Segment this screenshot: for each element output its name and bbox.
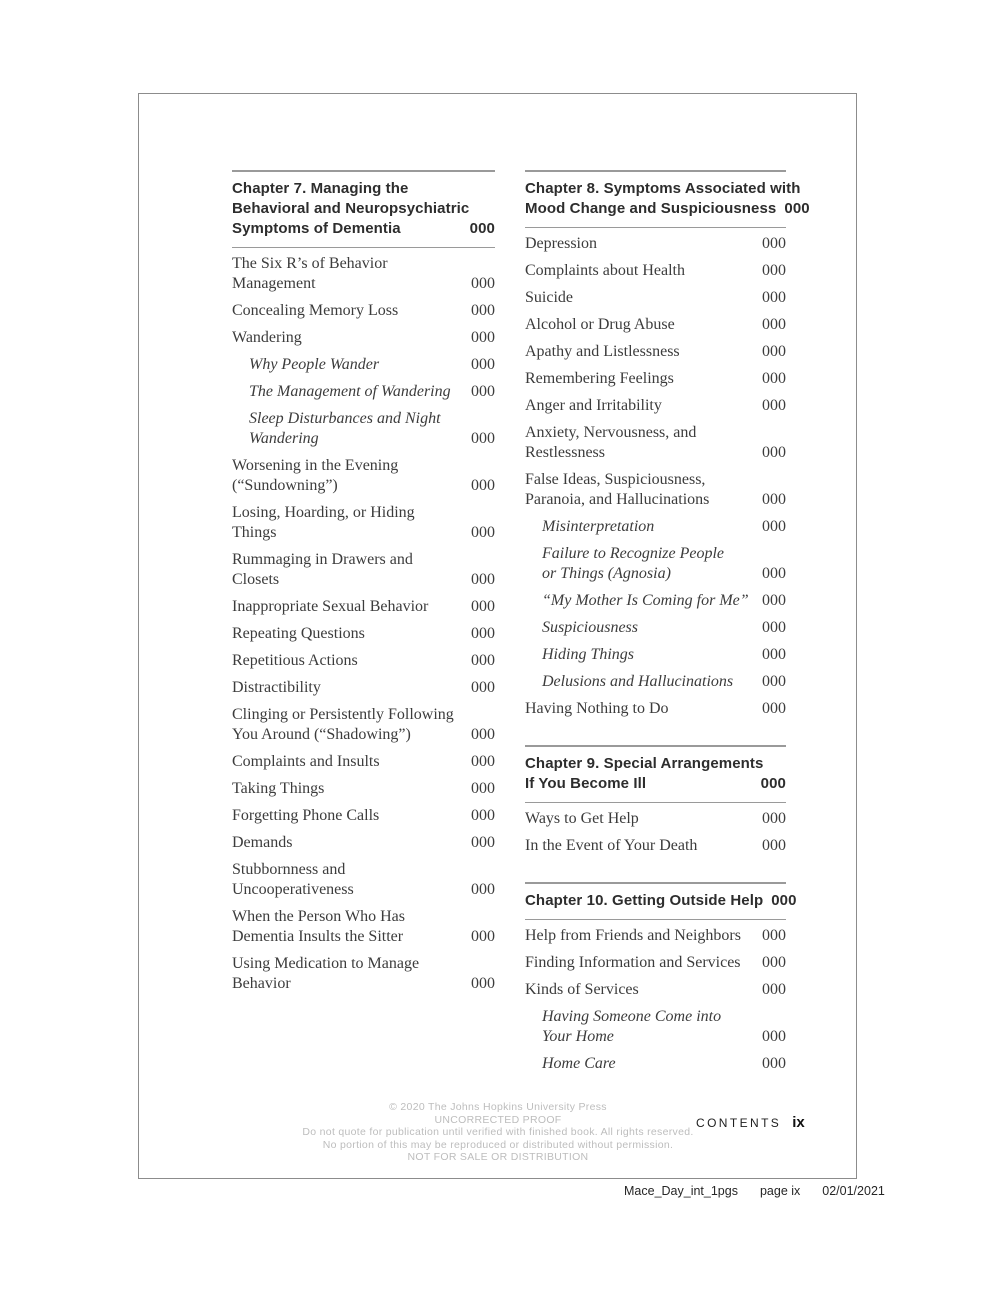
toc-entry xyxy=(525,470,786,510)
chapter-heading-line xyxy=(525,754,786,774)
toc-entry-line xyxy=(232,597,495,617)
toc-entry-title: Depression xyxy=(525,235,597,252)
toc-entry-line xyxy=(232,274,495,294)
toc-entry xyxy=(525,953,786,973)
toc-entry-title: Remembering Feelings xyxy=(525,370,674,387)
chapter-title: Chapter 8. Symptoms Associated with xyxy=(525,179,801,197)
toc-entry-line xyxy=(232,503,495,523)
toc-entry-title: Your Home xyxy=(542,1028,614,1045)
entry-page-number: 000 xyxy=(762,592,786,609)
toc-entry-line xyxy=(232,651,495,671)
entry-page-number: 000 xyxy=(471,430,495,447)
toc-entry xyxy=(525,315,786,335)
toc-entry-line xyxy=(249,409,495,429)
entry-page-number: 000 xyxy=(762,565,786,582)
toc-entry-title: Having Nothing to Do xyxy=(525,700,669,717)
toc-entry-line xyxy=(232,476,495,496)
toc-entry-line xyxy=(542,564,786,584)
toc-entry-line xyxy=(525,809,786,829)
toc-entry-title: Sleep Disturbances and Night xyxy=(249,410,441,427)
chapter-page-number: 000 xyxy=(469,219,495,237)
proof-date: 02/01/2021 xyxy=(822,1184,885,1198)
toc-entry-title: Apathy and Listlessness xyxy=(525,343,680,360)
entry-page-number: 000 xyxy=(471,753,495,770)
chapter-heading-line xyxy=(232,219,495,239)
chapter-title: Symptoms of Dementia xyxy=(232,219,401,237)
toc-entry-title: Kinds of Services xyxy=(525,981,639,998)
entry-page-number: 000 xyxy=(762,235,786,252)
toc-entry-title: Paranoia, and Hallucinations xyxy=(525,491,710,508)
toc-entry-title: Distractibility xyxy=(232,679,321,696)
entry-page-number: 000 xyxy=(762,397,786,414)
toc-entry-line xyxy=(232,954,495,974)
proof-filename: Mace_Day_int_1pgs xyxy=(624,1184,738,1198)
entry-page-number: 000 xyxy=(762,927,786,944)
folio-page-number: ix xyxy=(792,1114,805,1131)
toc-entry xyxy=(232,833,495,853)
toc-subentry xyxy=(525,591,786,611)
toc-entry xyxy=(232,328,495,348)
toc-subentry xyxy=(525,672,786,692)
toc-entry-title: Why People Wander xyxy=(249,356,380,373)
entry-page-number: 000 xyxy=(471,571,495,588)
entry-page-number: 000 xyxy=(762,981,786,998)
toc-entry xyxy=(232,301,495,321)
toc-entry-line xyxy=(525,315,786,335)
chapter-page-number: 000 xyxy=(760,774,786,792)
chapter-title: Chapter 7. Managing the xyxy=(232,179,409,197)
entry-page-number: 000 xyxy=(762,370,786,387)
toc-subentry xyxy=(232,355,495,375)
toc-column-left xyxy=(232,170,495,1001)
entry-page-number: 000 xyxy=(471,726,495,743)
toc-entry-title: Home Care xyxy=(542,1055,616,1072)
toc-entry-line xyxy=(525,836,786,856)
watermark-line: Do not quote for publication until verified with finished book. All rights reserved. xyxy=(302,1126,694,1138)
entry-page-number: 000 xyxy=(471,477,495,494)
toc-entry-title: In the Event of Your Death xyxy=(525,837,698,854)
toc-entry-title: When the Person Who Has xyxy=(232,908,405,925)
toc-entry-title: Having Someone Come into xyxy=(542,1008,722,1025)
entry-page-number: 000 xyxy=(471,652,495,669)
toc-entry-line xyxy=(542,645,786,665)
toc-entry-line xyxy=(525,470,786,490)
toc-entry xyxy=(525,423,786,463)
toc-entry-title: Wandering xyxy=(232,329,302,346)
chapter-title: Chapter 9. Special Arrangements xyxy=(525,754,764,772)
toc-entry-line xyxy=(525,699,786,719)
toc-entry-title: Help from Friends and Neighbors xyxy=(525,927,741,944)
entry-page-number: 000 xyxy=(471,524,495,541)
toc-section xyxy=(232,170,495,994)
toc-entry-line xyxy=(232,254,495,274)
toc-entry-line xyxy=(232,624,495,644)
entry-page-number: 000 xyxy=(471,928,495,945)
entry-page-number: 000 xyxy=(762,1028,786,1045)
toc-entry-title: “My Mother Is Coming for Me” xyxy=(542,592,749,609)
toc-entry xyxy=(525,342,786,362)
toc-entry-title: Alcohol or Drug Abuse xyxy=(525,316,675,333)
toc-entry-line xyxy=(542,517,786,537)
entry-page-number: 000 xyxy=(471,881,495,898)
toc-entry xyxy=(525,261,786,281)
chapter-title: If You Become Ill xyxy=(525,774,647,792)
toc-entry xyxy=(232,954,495,994)
toc-entry-title: False Ideas, Suspiciousness, xyxy=(525,471,706,488)
entry-page-number: 000 xyxy=(762,700,786,717)
toc-subentry xyxy=(525,1054,786,1074)
toc-entry-title: The Six R’s of Behavior xyxy=(232,255,388,272)
toc-entry-list xyxy=(525,803,786,856)
toc-entry-title: Wandering xyxy=(249,430,319,447)
entry-page-number: 000 xyxy=(762,954,786,971)
entry-page-number: 000 xyxy=(762,619,786,636)
toc-entry-line xyxy=(525,423,786,443)
toc-entry-line xyxy=(232,806,495,826)
toc-entry-line xyxy=(232,456,495,476)
entry-page-number: 000 xyxy=(762,343,786,360)
toc-entry-list xyxy=(232,248,495,994)
toc-entry-line xyxy=(525,261,786,281)
toc-entry-title: Demands xyxy=(232,834,293,851)
entry-page-number: 000 xyxy=(762,810,786,827)
entry-page-number: 000 xyxy=(762,316,786,333)
toc-entry-title: Anger and Irritability xyxy=(525,397,662,414)
toc-entry-line xyxy=(249,429,495,449)
chapter-heading xyxy=(525,172,810,227)
toc-entry-title: Ways to Get Help xyxy=(525,810,639,827)
entry-page-number: 000 xyxy=(471,625,495,642)
entry-page-number: 000 xyxy=(762,1055,786,1072)
chapter-title: Mood Change and Suspiciousness xyxy=(525,199,777,217)
toc-entry-line xyxy=(232,725,495,745)
toc-entry-title: Suspiciousness xyxy=(542,619,638,636)
toc-entry-title: Using Medication to Manage xyxy=(232,955,420,972)
toc-entry-line xyxy=(232,705,495,725)
toc-entry-line xyxy=(232,974,495,994)
toc-entry-line xyxy=(542,544,786,564)
entry-page-number: 000 xyxy=(471,679,495,696)
toc-entry-title: Misinterpretation xyxy=(542,518,655,535)
proof-page-label: page ix xyxy=(759,1184,801,1198)
toc-entry xyxy=(525,369,786,389)
toc-entry-title: Uncooperativeness xyxy=(232,881,354,898)
entry-page-number: 000 xyxy=(762,262,786,279)
toc-entry xyxy=(232,752,495,772)
toc-entry-title: Complaints and Insults xyxy=(232,753,380,770)
entry-page-number: 000 xyxy=(471,780,495,797)
toc-entry xyxy=(525,234,786,254)
toc-entry-line xyxy=(232,570,495,590)
toc-entry-line xyxy=(525,342,786,362)
entry-page-number: 000 xyxy=(471,975,495,992)
toc-entry xyxy=(232,550,495,590)
toc-entry-line xyxy=(232,523,495,543)
toc-entry xyxy=(232,678,495,698)
toc-entry xyxy=(232,907,495,947)
toc-entry-list xyxy=(525,920,786,1074)
toc-entry-title: Repeating Questions xyxy=(232,625,365,642)
toc-entry-line xyxy=(525,369,786,389)
toc-entry xyxy=(525,396,786,416)
toc-entry-title: Finding Information and Services xyxy=(525,954,741,971)
toc-section xyxy=(525,745,786,856)
toc-entry-line xyxy=(249,382,495,402)
toc-entry-title: Losing, Hoarding, or Hiding xyxy=(232,504,415,521)
chapter-heading xyxy=(525,884,797,919)
toc-entry-line xyxy=(232,860,495,880)
toc-entry-line xyxy=(542,618,786,638)
toc-entry-line xyxy=(525,396,786,416)
toc-entry-line xyxy=(525,980,786,1000)
toc-entry xyxy=(232,254,495,294)
toc-entry xyxy=(232,624,495,644)
toc-entry xyxy=(525,980,786,1000)
toc-entry-title: Dementia Insults the Sitter xyxy=(232,928,404,945)
toc-entry-title: Forgetting Phone Calls xyxy=(232,807,380,824)
toc-entry-title: Behavior xyxy=(232,975,291,992)
entry-page-number: 000 xyxy=(762,837,786,854)
toc-subentry xyxy=(232,409,495,449)
chapter-heading-line xyxy=(232,179,495,199)
toc-entry-title: Suicide xyxy=(525,289,573,306)
toc-entry xyxy=(525,836,786,856)
toc-entry-line xyxy=(232,752,495,772)
entry-page-number: 000 xyxy=(762,444,786,461)
toc-entry-line xyxy=(525,953,786,973)
chapter-heading-line xyxy=(232,199,495,219)
toc-entry-title: Things xyxy=(232,524,277,541)
chapter-title: Chapter 10. Getting Outside Help xyxy=(525,891,764,909)
entry-page-number: 000 xyxy=(762,491,786,508)
toc-entry xyxy=(525,288,786,308)
toc-entry-line xyxy=(232,779,495,799)
toc-entry-line xyxy=(542,591,786,611)
toc-subentry xyxy=(525,1007,786,1047)
toc-entry-title: Worsening in the Evening xyxy=(232,457,399,474)
entry-page-number: 000 xyxy=(762,518,786,535)
toc-entry-line xyxy=(232,678,495,698)
watermark-line: No portion of this may be reproduced or distributed without permission. xyxy=(322,1138,674,1151)
toc-entry-title: Taking Things xyxy=(232,780,325,797)
chapter-page-number: 000 xyxy=(784,199,810,217)
toc-entry-title: Stubbornness and xyxy=(232,861,346,878)
proof-watermark xyxy=(138,1101,858,1164)
toc-entry-line xyxy=(232,927,495,947)
chapter-heading xyxy=(525,747,786,802)
toc-subentry xyxy=(525,517,786,537)
toc-entry xyxy=(232,503,495,543)
toc-entry-line xyxy=(232,301,495,321)
chapter-title: Behavioral and Neuropsychiatric xyxy=(232,199,470,217)
toc-entry-title: Rummaging in Drawers and xyxy=(232,551,413,568)
toc-entry xyxy=(525,809,786,829)
watermark-line: © 2020 The Johns Hopkins University Press xyxy=(389,1101,607,1113)
watermark-line: UNCORRECTED PROOF xyxy=(434,1113,562,1126)
entry-page-number: 000 xyxy=(471,275,495,292)
toc-entry-title: Clinging or Persistently Following xyxy=(232,706,454,723)
toc-entry-line xyxy=(542,1054,786,1074)
toc-entry-line xyxy=(525,288,786,308)
toc-entry xyxy=(232,860,495,900)
toc-column-right xyxy=(525,170,810,1081)
toc-section xyxy=(525,882,797,1074)
toc-entry-title: Complaints about Health xyxy=(525,262,685,279)
chapter-heading-line xyxy=(525,199,810,219)
toc-entry-title: Delusions and Hallucinations xyxy=(542,673,734,690)
toc-entry-title: Concealing Memory Loss xyxy=(232,302,399,319)
toc-subentry xyxy=(525,618,786,638)
chapter-heading-line xyxy=(525,891,797,911)
toc-entry-title: Closets xyxy=(232,571,280,588)
entry-page-number: 000 xyxy=(471,834,495,851)
watermark-line: NOT FOR SALE OR DISTRIBUTION xyxy=(407,1151,589,1163)
toc-entry xyxy=(232,597,495,617)
entry-page-number: 000 xyxy=(471,807,495,824)
contents-label: CONTENTS xyxy=(696,1116,782,1130)
toc-subentry xyxy=(525,544,786,584)
toc-entry-title: Hiding Things xyxy=(542,646,635,663)
toc-entry-line xyxy=(232,550,495,570)
toc-entry-line xyxy=(249,355,495,375)
proof-slug-line xyxy=(624,1184,885,1198)
toc-entry xyxy=(525,926,786,946)
toc-entry-line xyxy=(525,926,786,946)
toc-entry-title: Management xyxy=(232,275,316,292)
toc-entry xyxy=(232,806,495,826)
entry-page-number: 000 xyxy=(471,598,495,615)
chapter-heading xyxy=(232,172,495,247)
toc-entry-line xyxy=(542,1027,786,1047)
toc-entry-line xyxy=(525,234,786,254)
toc-entry-title: You Around (“Shadowing”) xyxy=(232,726,411,743)
running-footer xyxy=(696,1114,805,1131)
chapter-page-number: 000 xyxy=(771,891,797,909)
toc-entry-title: (“Sundowning”) xyxy=(232,477,338,494)
toc-entry-title: Failure to Recognize People xyxy=(542,545,725,562)
toc-entry-title: Repetitious Actions xyxy=(232,652,358,669)
toc-entry-title: The Management of Wandering xyxy=(249,383,451,400)
toc-entry-title: Restlessness xyxy=(525,444,605,461)
entry-page-number: 000 xyxy=(762,673,786,690)
toc-entry-line xyxy=(232,907,495,927)
toc-entry-line xyxy=(525,490,786,510)
toc-entry xyxy=(232,705,495,745)
entry-page-number: 000 xyxy=(471,356,495,373)
entry-page-number: 000 xyxy=(471,329,495,346)
toc-entry-title: Anxiety, Nervousness, and xyxy=(525,424,697,441)
toc-entry-line xyxy=(232,880,495,900)
entry-page-number: 000 xyxy=(471,383,495,400)
toc-entry xyxy=(232,456,495,496)
toc-entry-line xyxy=(232,833,495,853)
toc-section xyxy=(525,170,810,719)
toc-subentry xyxy=(525,645,786,665)
chapter-heading-line xyxy=(525,774,786,794)
entry-page-number: 000 xyxy=(471,302,495,319)
entry-page-number: 000 xyxy=(762,289,786,306)
toc-entry-list xyxy=(525,228,786,719)
toc-entry-line xyxy=(232,328,495,348)
toc-entry-line xyxy=(525,443,786,463)
toc-entry-title: or Things (Agnosia) xyxy=(542,565,671,582)
toc-entry xyxy=(525,699,786,719)
chapter-heading-line xyxy=(525,179,801,199)
toc-entry xyxy=(232,779,495,799)
entry-page-number: 000 xyxy=(762,646,786,663)
toc-entry xyxy=(232,651,495,671)
toc-entry-line xyxy=(542,1007,786,1027)
toc-subentry xyxy=(232,382,495,402)
toc-entry-title: Inappropriate Sexual Behavior xyxy=(232,598,429,615)
toc-entry-line xyxy=(542,672,786,692)
